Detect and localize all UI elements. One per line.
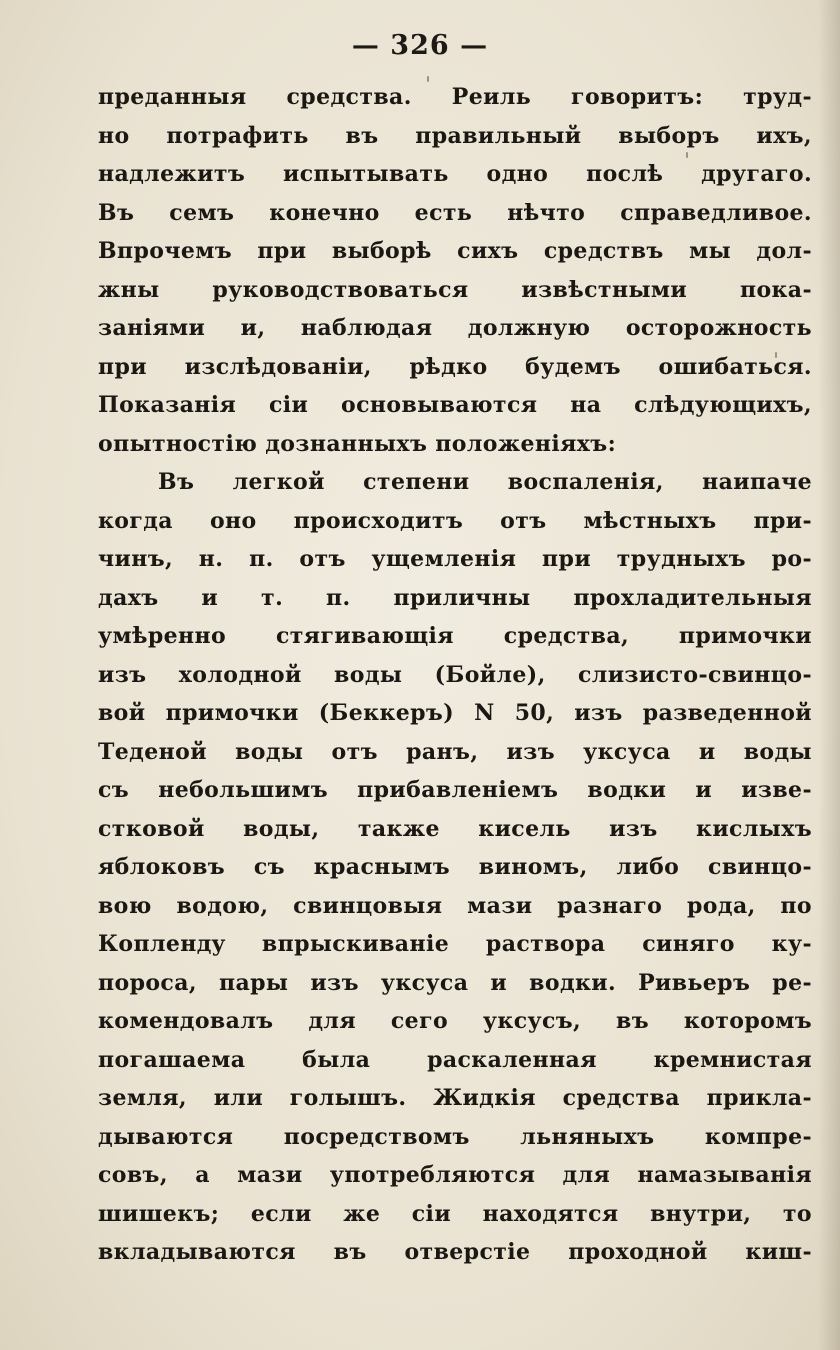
text-line: Впрочемъ при выборѣ сихъ средствъ мы дол- [98,238,812,264]
text-line: надлежитъ испытывать одно послѣ другаго. [98,161,812,187]
text-line: но потрафить въ правильный выборъ ихъ, [98,122,812,149]
page-edge-shadow [818,0,840,1350]
text-line: яблоковъ съ краснымъ виномъ, либо свинцо- [98,854,812,880]
text-line: земля, или голышъ. Жидкія средства прикла- [98,1085,812,1111]
text-line: дываются посредствомъ льняныхъ компре- [98,1123,812,1150]
text-line: погашаема была раскаленная кремнистая [98,1046,812,1073]
text-line: при изслѣдованіи, рѣдко будемъ ошибаться. [98,353,812,380]
text-line: комендовалъ для сего уксусъ, въ которомъ [98,1008,812,1034]
text-line: дахъ и т. п. приличны прохладительныя [98,584,812,611]
body-text [98,78,812,1272]
text-line: вою водою, свинцовыя мази разнаго рода, по [98,892,812,919]
text-line: чинъ, н. п. отъ ущемленія при трудныхъ ро- [98,546,812,572]
text-line: когда оно происходитъ отъ мѣстныхъ при- [98,507,812,534]
text-line: вой примочки (Беккеръ) N 50, изъ разведенной [98,700,812,726]
text-line: Показанія сіи основываются на слѣдующихъ, [98,392,812,418]
text-line: совъ, а мази употребляются для намазыванія [98,1162,812,1188]
text-line: вкладываются въ отверстіе проходной киш- [98,1239,812,1265]
text-line: пороса, пары изъ уксуса и водки. Ривьеръ ре- [98,969,812,996]
text-line: Коплендy впрыскиванiе раствора синяго ку- [98,931,812,957]
text-line: заніями и, наблюдая должную осторожность [98,315,812,341]
paragraph-start-line: Въ легкой степени воспаленія, наипаче [158,469,812,495]
text-line: стковой воды, также кисель изъ кислыхъ [98,815,812,842]
text-line: Теденой воды отъ ранъ, изъ уксуса и воды [98,738,812,765]
text-line: изъ холодной воды (Бойле), слизисто-свинцо- [98,661,812,688]
text-line: умѣренно стягивающія средства, примочки [98,623,812,649]
text-line: жны руководствоваться извѣстными пока- [98,276,812,303]
text-line: преданныя средства. Реиль говоритъ: труд- [98,84,812,110]
text-line: шишекъ; если же сіи находятся внутри, то [98,1200,812,1227]
text-line: опытностію дознанныхъ положеніяхъ: [98,430,617,457]
text-line: съ небольшимъ прибавленіемъ водки и изве- [98,777,812,803]
page-number: — 326 — [351,30,489,61]
text-line: Въ семъ конечно есть нѣчто справедливое. [98,199,812,226]
